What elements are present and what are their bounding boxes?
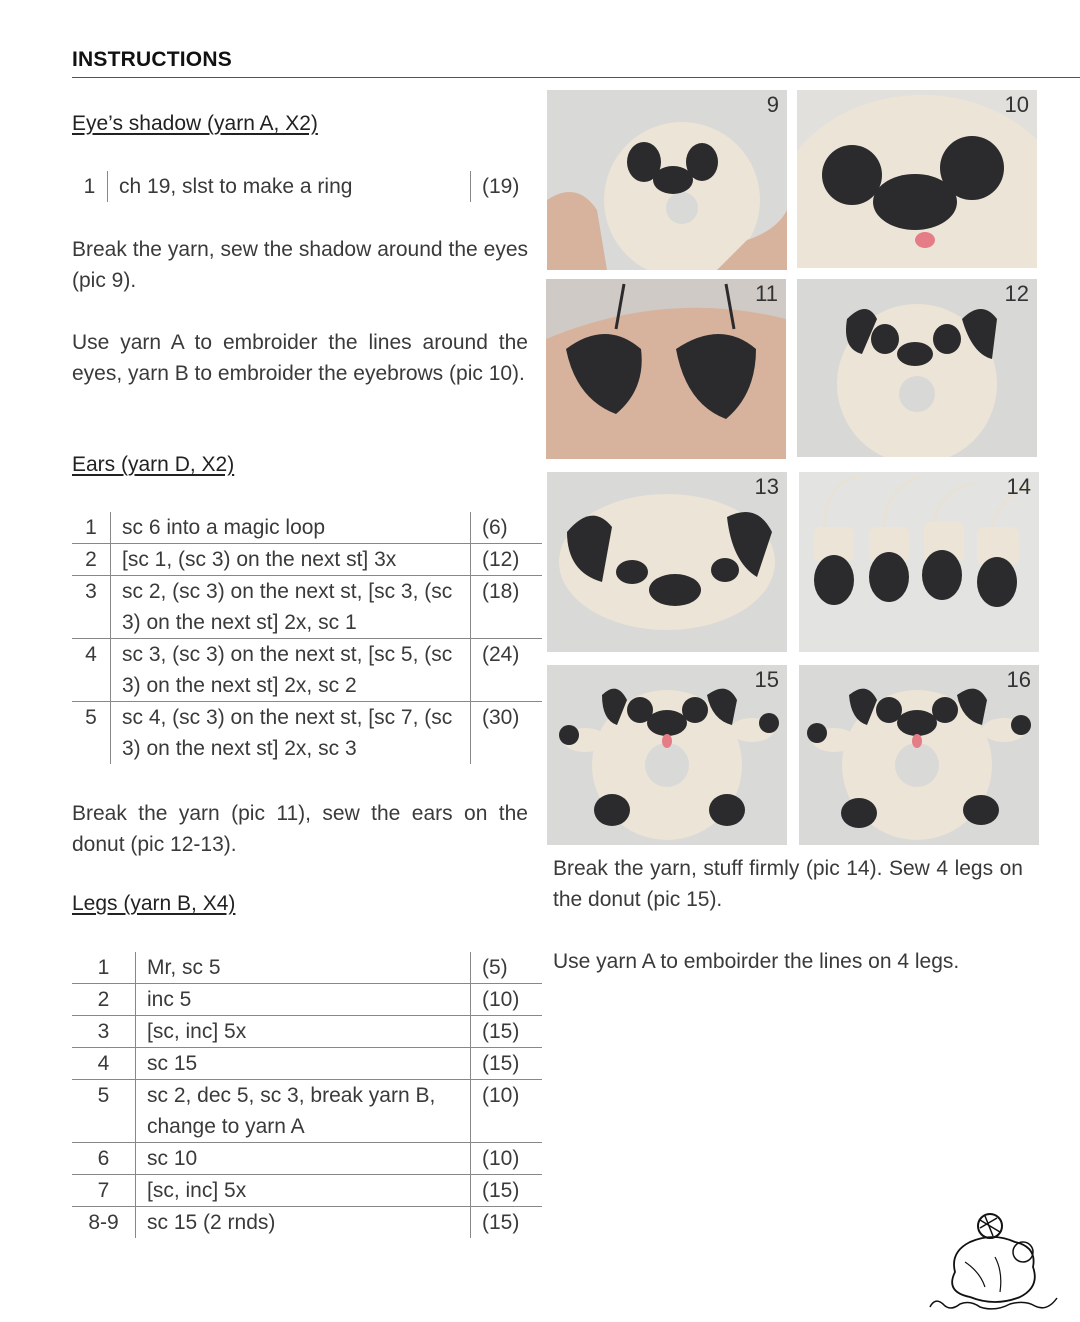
row-count: (15)	[471, 1016, 543, 1048]
photo-label: 12	[1004, 281, 1029, 306]
photo-label: 9	[766, 92, 779, 117]
table-row	[72, 1080, 542, 1143]
row-instruction: sc 6 into a magic loop	[111, 512, 471, 544]
eye-shadow-table	[72, 171, 542, 202]
row-instruction: sc 2, dec 5, sc 3, break yarn B, change to yarn A	[136, 1080, 471, 1143]
row-instruction: sc 10	[136, 1143, 471, 1175]
row-number: 5	[72, 1080, 136, 1143]
legs-sewing-paragraph: Break the yarn, stuff firmly (pic 14). Sew 4 legs on the donut (pic 15).	[553, 857, 1023, 911]
aquariwool-logo-icon	[925, 1212, 1065, 1322]
section-title-ears: Ears (yarn D, X2)	[72, 453, 235, 476]
row-number: 7	[72, 1175, 136, 1207]
row-number: 8-9	[88, 1211, 119, 1234]
pug-donut-in-hand-photo	[547, 90, 787, 270]
row-instruction: Mr, sc 5	[136, 952, 471, 984]
row-number: 2	[72, 544, 111, 576]
page-heading: INSTRUCTIONS	[72, 48, 232, 71]
table-row	[72, 1048, 542, 1080]
row-instruction: sc 15	[136, 1048, 471, 1080]
table-row	[72, 1175, 542, 1207]
ears-table	[72, 512, 542, 764]
table-row	[72, 544, 542, 576]
eye-shadow-paragraph-1: Break the yarn, sew the shadow around the eyes (pic 9).	[72, 238, 528, 292]
row-instruction: ch 19, slst to make a ring	[108, 171, 471, 202]
pug-donut-with-tail-photo	[799, 665, 1039, 845]
four-legs-photo	[799, 472, 1039, 652]
row-number: 1	[72, 952, 136, 984]
photo-label: 13	[754, 474, 779, 499]
section-title-eye-shadow: Eye’s shadow (yarn A, X2)	[72, 112, 318, 135]
pug-face-closeup-photo	[797, 90, 1037, 268]
row-count: (15)	[471, 1175, 543, 1207]
table-row	[72, 702, 542, 765]
table-row	[72, 1143, 542, 1175]
two-ears-in-hand-photo	[546, 279, 786, 459]
table-row	[72, 639, 542, 702]
row-number: 3	[72, 1016, 136, 1048]
row-count: (15)	[471, 1048, 543, 1080]
row-instruction: inc 5	[136, 984, 471, 1016]
row-number: 6	[72, 1143, 136, 1175]
table-row	[72, 1016, 542, 1048]
row-count: (5)	[471, 952, 543, 984]
row-instruction: sc 15 (2 rnds)	[136, 1207, 471, 1239]
row-instruction: [sc, inc] 5x	[136, 1016, 471, 1048]
row-instruction: [sc, inc] 5x	[136, 1175, 471, 1207]
row-instruction: [sc 1, (sc 3) on the next st] 3x	[111, 544, 471, 576]
row-number: 1	[83, 175, 96, 198]
row-count: (30)	[471, 702, 543, 765]
pug-donut-with-ears-photo	[797, 279, 1037, 457]
ears-paragraph: Break the yarn (pic 11), sew the ears on the donut (pic 12-13).	[72, 802, 528, 856]
row-count: (15)	[471, 1207, 543, 1239]
row-number: 3	[72, 576, 111, 639]
table-row	[72, 1207, 542, 1239]
table-row	[72, 576, 542, 639]
row-count: (12)	[471, 544, 543, 576]
table-row	[72, 171, 542, 202]
legs-table	[72, 952, 542, 1238]
photo-label: 10	[1004, 92, 1029, 117]
table-row	[72, 984, 542, 1016]
row-count: (10)	[471, 984, 543, 1016]
row-count: (10)	[471, 1143, 543, 1175]
heading-rule	[72, 77, 1080, 78]
eye-shadow-paragraph-2: Use yarn A to embroider the lines around the eyes, yarn B to embroider the eyebrows (pic 10).	[72, 331, 528, 385]
photo-label: 14	[1006, 474, 1031, 499]
row-count: (18)	[471, 576, 543, 639]
table-row	[72, 512, 542, 544]
row-number: 1	[72, 512, 111, 544]
row-instruction: sc 2, (sc 3) on the next st, [sc 3, (sc 3) on the next st] 2x, sc 1	[111, 576, 471, 639]
row-instruction: sc 3, (sc 3) on the next st, [sc 5, (sc 3) on the next st] 2x, sc 2	[111, 639, 471, 702]
pug-donut-side-view-photo	[547, 472, 787, 652]
table-row	[72, 952, 542, 984]
row-count: (24)	[471, 639, 543, 702]
row-number: 4	[72, 639, 111, 702]
pug-donut-with-legs-photo	[547, 665, 787, 845]
row-number: 2	[72, 984, 136, 1016]
row-number: 5	[85, 706, 97, 729]
row-count: (6)	[471, 512, 543, 544]
row-count: (10)	[471, 1080, 543, 1143]
photo-label: 15	[754, 667, 779, 692]
legs-embroider-paragraph: Use yarn A to emboirder the lines on 4 legs.	[553, 950, 960, 973]
row-number: 4	[72, 1048, 136, 1080]
row-instruction: sc 4, (sc 3) on the next st, [sc 7, (sc 3) on the next st] 2x, sc 3	[111, 702, 471, 765]
row-count: (19)	[471, 171, 543, 202]
photo-label: 11	[755, 281, 778, 306]
section-title-legs: Legs (yarn B, X4)	[72, 892, 236, 915]
photo-label: 16	[1006, 667, 1031, 692]
